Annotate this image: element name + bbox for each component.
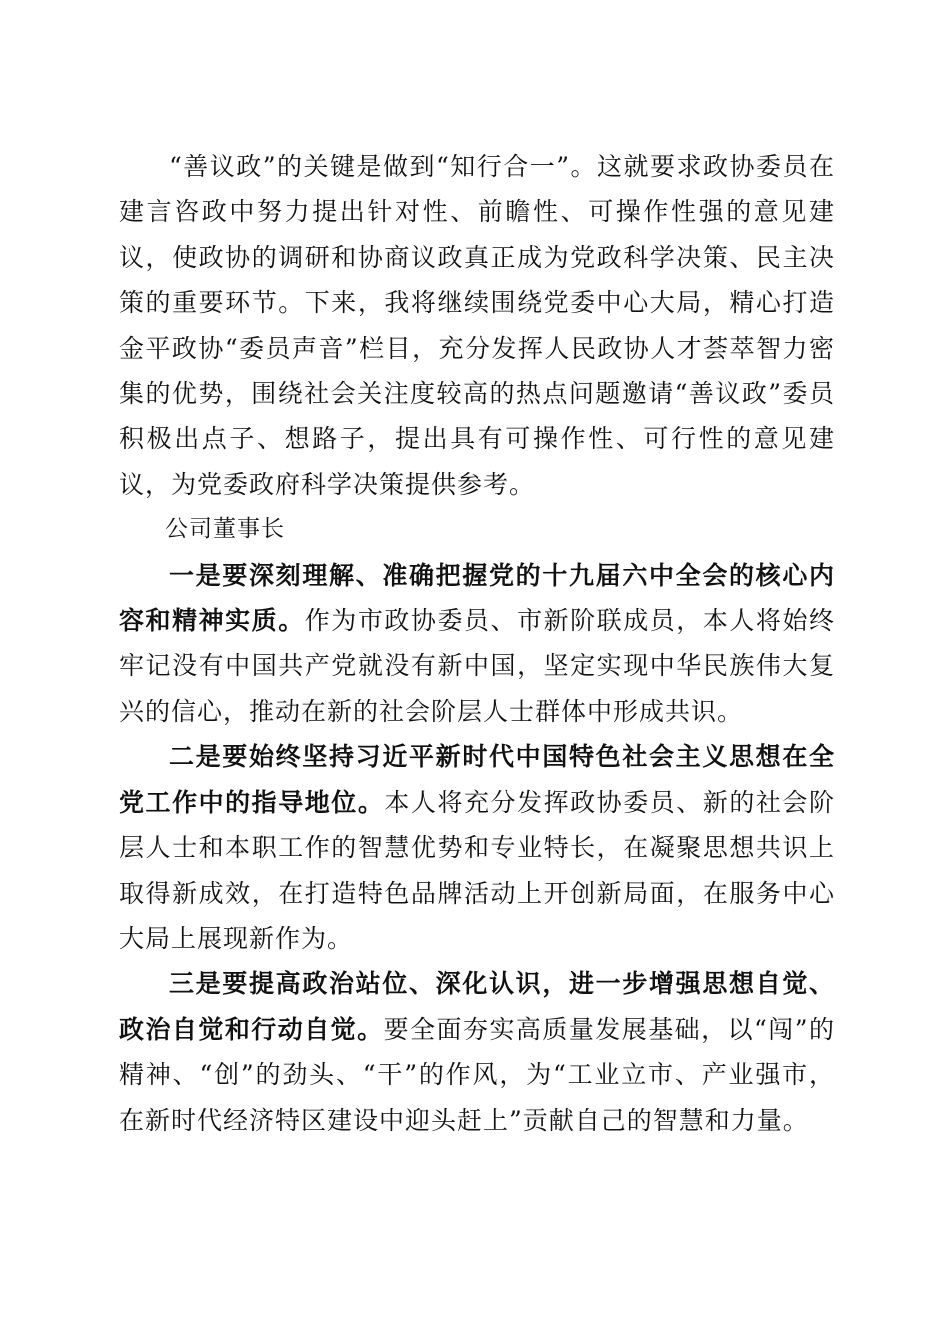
point-2-lead: 二是要始终坚持习近平新时代中国特色社会主义思想在全党工作中的指导地位。 xyxy=(119,742,835,817)
paragraph-point-1 xyxy=(119,553,835,735)
paragraph-intro: “善议政”的关键是做到“知行合一”。这就要求政协委员在建言咨政中努力提出针对性、前瞻性、可操作性强的意见建议，使政协的调研和协商议政真正成为党政科学决策、民主决策的重要环节。下来，我将继续围绕党委中心大局，精心打造金平政协“委员声音”栏目，充分发挥人民政协人才荟萃智力密集的优势，围绕社会关注度较高的热点问题邀请“善议政”委员积极出点子、想路子，提出具有可操作性、可行性的意见建议，为党委政府科学决策提供参考。 xyxy=(119,152,835,499)
document-body xyxy=(119,144,835,1143)
point-1-body: 作为市政协委员、市新阶联成员，本人将始终牢记没有中国共产党就没有新中国，坚定实现中华民族伟大复兴的信心，推动在新的社会阶层人士群体中形成共识。 xyxy=(119,606,835,726)
paragraph-point-2 xyxy=(119,734,835,961)
point-3-body: 要全面夯实高质量发展基础，以“闯”的精神、“创”的劲头、“干”的作风，为“工业立市、产业强市，在新时代经济特区建设中迎头赶上”贡献自己的智慧和力量。 xyxy=(119,1014,835,1135)
point-2-body: 本人将充分发挥政协委员、新的社会阶层人士和本职工作的智慧优势和专业特长，在凝聚思想共识上取得新成效，在打造特色品牌活动上开创新局面，在服务中心大局上展现新作为。 xyxy=(119,787,835,953)
paragraph-point-3 xyxy=(119,961,835,1143)
point-3-lead: 三是要提高政治站位、深化认识，进一步增强思想自觉、政治自觉和行动自觉。 xyxy=(119,969,835,1044)
point-1-lead: 一是要深刻理解、准确把握党的十九届六中全会的核心内容和精神实质。 xyxy=(119,560,835,636)
signature-line: 公司董事长 xyxy=(165,516,285,543)
